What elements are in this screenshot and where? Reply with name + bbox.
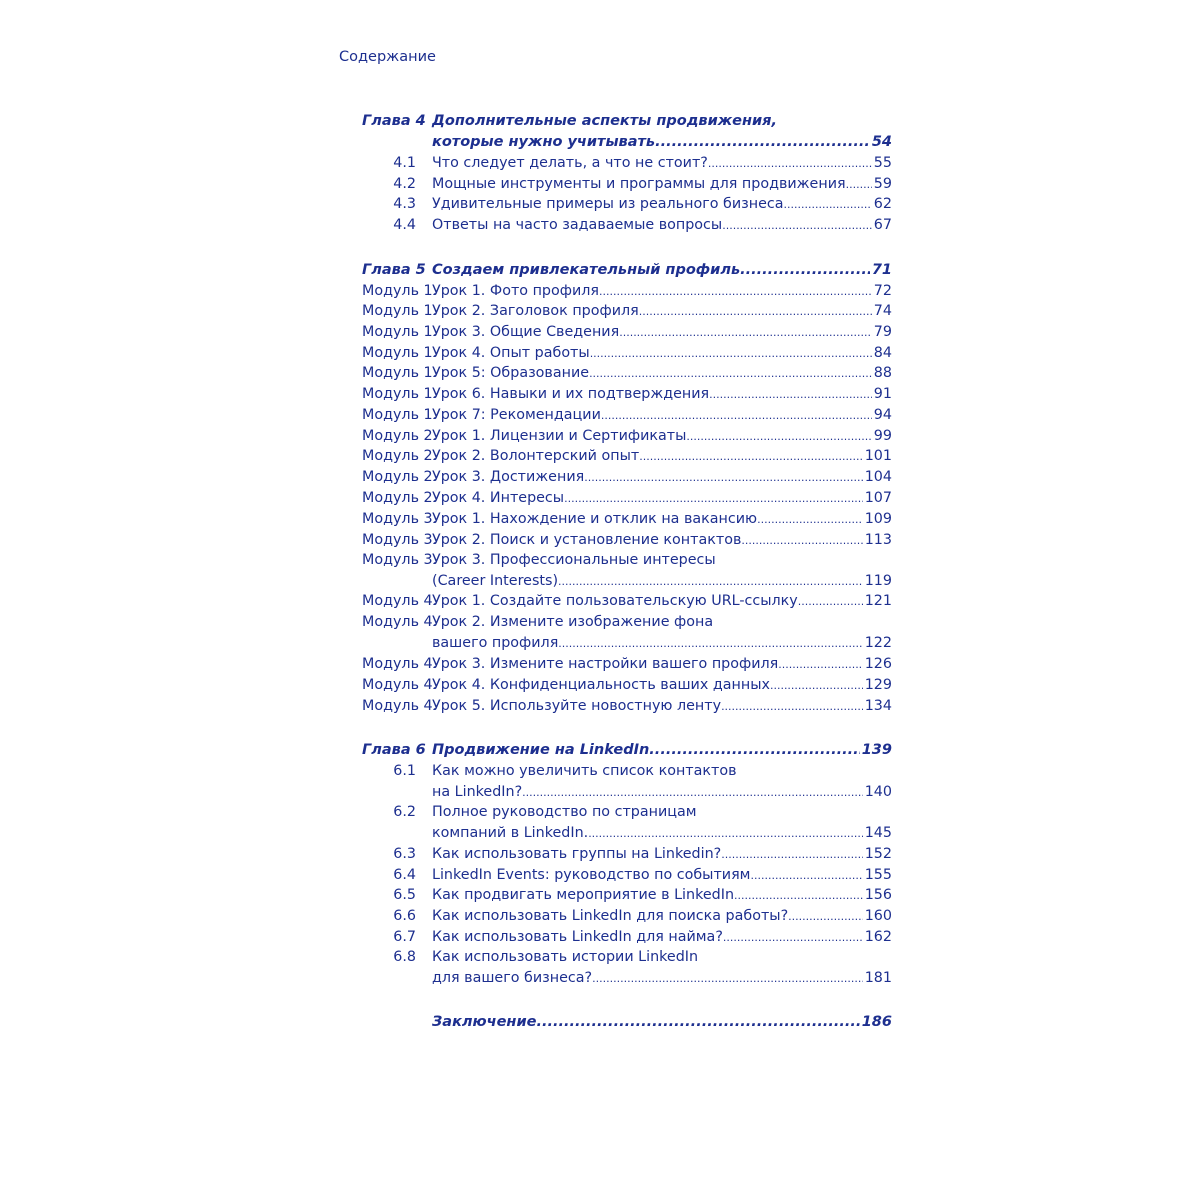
page-number: 109 <box>864 511 892 527</box>
leader-dots <box>639 446 862 467</box>
page-number: 129 <box>864 677 892 693</box>
section-number: 4.1 <box>393 155 416 171</box>
module-label: Модуль 3. <box>362 532 438 548</box>
module-label: Модуль 1. <box>362 386 438 402</box>
section-number: 4.4 <box>393 217 416 233</box>
toc-entry[interactable] <box>362 947 892 968</box>
chapter-5-heading[interactable] <box>362 260 892 281</box>
section-number: 4.3 <box>393 196 416 212</box>
toc-entry[interactable] <box>362 281 892 302</box>
leader-dots <box>592 968 863 989</box>
toc-entry[interactable] <box>362 446 892 467</box>
entry-title: Как использовать группы на Linkedin? <box>432 846 722 862</box>
toc-entry[interactable] <box>362 802 892 823</box>
entry-title: Как продвигать мероприятие в LinkedIn <box>432 887 735 903</box>
page-number: 140 <box>864 784 892 800</box>
toc-entry[interactable] <box>362 426 892 447</box>
entry-title: Урок 1. Создайте пользовательскую URL-ссылку <box>432 593 798 609</box>
toc-entry[interactable] <box>362 194 892 215</box>
leader-dots <box>584 467 862 488</box>
leader-dots <box>655 132 870 153</box>
page-number: 122 <box>864 635 892 651</box>
entry-title: Мощные инструменты и программы для продвижения <box>432 176 846 192</box>
chapter-title-cont: которые нужно учитывать <box>432 134 656 150</box>
page-number: 88 <box>873 365 892 381</box>
chapter-title: Продвижение на LinkedIn <box>432 742 650 758</box>
entry-title: Как использовать истории LinkedIn <box>432 949 699 965</box>
toc-entry[interactable] <box>362 612 892 633</box>
page-number: 119 <box>864 573 892 589</box>
entry-title: Как использовать LinkedIn для поиска работы? <box>432 908 789 924</box>
section-number: 6.3 <box>393 846 416 862</box>
page-number: 152 <box>864 846 892 862</box>
toc-entry[interactable] <box>362 530 892 551</box>
section-number: 6.6 <box>393 908 416 924</box>
module-label: Модуль 2. <box>362 490 438 506</box>
leader-dots <box>721 696 863 717</box>
page-number: 107 <box>864 490 892 506</box>
conclusion-heading[interactable] <box>362 1012 892 1033</box>
toc-entry[interactable] <box>362 844 892 865</box>
chapter-label: Глава 6 <box>362 742 426 758</box>
page-number: 62 <box>873 196 892 212</box>
entry-title: Урок 1. Нахождение и отклик на вакансию <box>432 511 758 527</box>
leader-dots <box>750 865 862 886</box>
leader-dots <box>558 571 863 592</box>
leader-dots <box>846 174 872 195</box>
leader-dots <box>709 384 872 405</box>
module-label: Модуль 4. <box>362 698 438 714</box>
toc-entry[interactable] <box>362 467 892 488</box>
toc-entry-cont[interactable] <box>362 571 892 592</box>
toc-entry[interactable] <box>362 343 892 364</box>
section-number: 6.4 <box>393 867 416 883</box>
entry-title: Урок 2. Поиск и установление контактов <box>432 532 742 548</box>
entry-title: Урок 5. Используйте новостную ленту <box>432 698 722 714</box>
toc-entry[interactable] <box>362 885 892 906</box>
entry-title: Полное руководство по страницам <box>432 804 697 820</box>
toc-entry[interactable] <box>362 488 892 509</box>
entry-title: Урок 3. Общие Сведения <box>432 324 620 340</box>
module-label: Модуль 1. <box>362 324 438 340</box>
page-number: 101 <box>864 448 892 464</box>
entry-title: Урок 1. Лицензии и Сертификаты <box>432 428 687 444</box>
entry-title: Что следует делать, а что не стоит? <box>432 155 708 171</box>
section-number: 6.1 <box>393 763 416 779</box>
leader-dots <box>599 281 872 302</box>
page-number: 99 <box>873 428 892 444</box>
toc-entry[interactable] <box>362 215 892 236</box>
entry-title: Урок 4. Интересы <box>432 490 565 506</box>
module-label: Модуль 1. <box>362 303 438 319</box>
page-number: 156 <box>864 887 892 903</box>
toc-entry[interactable] <box>362 384 892 405</box>
toc-entry[interactable] <box>362 591 892 612</box>
chapter-4-heading[interactable] <box>362 111 892 132</box>
chapter-6-heading[interactable] <box>362 740 892 761</box>
leader-dots <box>722 215 872 236</box>
module-label: Модуль 3. <box>362 511 438 527</box>
toc-entry[interactable] <box>362 550 892 571</box>
page-number: 162 <box>864 929 892 945</box>
leader-dots <box>558 633 862 654</box>
page-number: 155 <box>864 867 892 883</box>
page-number: 139 <box>861 742 892 758</box>
leader-dots <box>721 844 862 865</box>
page-number: 94 <box>873 407 892 423</box>
page-number: 59 <box>873 176 892 192</box>
leader-dots <box>588 823 863 844</box>
leader-dots <box>708 153 872 174</box>
leader-dots <box>619 322 872 343</box>
toc-entry[interactable] <box>362 153 892 174</box>
module-label: Модуль 4. <box>362 593 438 609</box>
toc-entry-cont[interactable] <box>362 782 892 803</box>
entry-title: Урок 7: Рекомендации <box>432 407 601 423</box>
page-number: 71 <box>871 262 892 278</box>
page-number: 84 <box>873 345 892 361</box>
leader-dots <box>522 782 863 803</box>
section-number: 6.8 <box>393 949 416 965</box>
entry-title: Урок 4. Конфиденциальность ваших данных <box>432 677 770 693</box>
page-number: 91 <box>873 386 892 402</box>
section-number: 4.2 <box>393 176 416 192</box>
entry-title: Удивительные примеры из реального бизнеса <box>432 196 784 212</box>
page-number: 79 <box>873 324 892 340</box>
page-number: 104 <box>864 469 892 485</box>
entry-title: Урок 3. Профессиональные интересы <box>432 552 716 568</box>
toc-entry[interactable] <box>362 865 892 886</box>
leader-dots <box>590 343 872 364</box>
leader-dots <box>723 927 863 948</box>
entry-title: Ответы на часто задаваемые вопросы <box>432 217 723 233</box>
entry-title: Урок 2. Волонтерский опыт <box>432 448 640 464</box>
leader-dots <box>757 509 863 530</box>
page-number: 181 <box>864 970 892 986</box>
entry-title: Как можно увеличить список контактов <box>432 763 737 779</box>
leader-dots <box>778 654 862 675</box>
entry-title: Урок 3. Измените настройки вашего профиля <box>432 656 779 672</box>
section-number: 6.5 <box>393 887 416 903</box>
entry-title: Урок 5: Образование <box>432 365 590 381</box>
leader-dots <box>783 194 871 215</box>
page-number: 54 <box>871 134 892 150</box>
entry-title: Урок 2. Измените изображение фона <box>432 614 714 630</box>
toc-entry[interactable] <box>362 654 892 675</box>
entry-title: Как использовать LinkedIn для найма? <box>432 929 723 945</box>
leader-dots <box>639 301 872 322</box>
running-header: Содержание <box>339 49 436 65</box>
leader-dots <box>788 906 863 927</box>
toc-entry-cont[interactable] <box>362 968 892 989</box>
module-label: Модуль 4. <box>362 656 438 672</box>
leader-dots <box>564 488 863 509</box>
toc-entry[interactable] <box>362 906 892 927</box>
toc-entry[interactable] <box>362 761 892 782</box>
page-number: 121 <box>864 593 892 609</box>
chapter-title: Дополнительные аспекты продвижения, <box>432 113 777 129</box>
entry-title-cont: вашего профиля <box>432 635 559 651</box>
page-number: 72 <box>873 283 892 299</box>
leader-dots <box>740 260 870 281</box>
module-label: Модуль 2. <box>362 428 438 444</box>
conclusion-title: Заключение <box>432 1014 537 1030</box>
entry-title: Урок 4. Опыт работы <box>432 345 590 361</box>
page-number: 113 <box>864 532 892 548</box>
chapter-title: Создаем привлекательный профиль <box>432 262 741 278</box>
leader-dots <box>770 675 863 696</box>
page-number: 145 <box>864 825 892 841</box>
leader-dots <box>798 591 863 612</box>
module-label: Модуль 4. <box>362 677 438 693</box>
toc-entry-cont[interactable] <box>362 633 892 654</box>
leader-dots <box>734 885 863 906</box>
entry-title-cont: компаний в LinkedIn. <box>432 825 589 841</box>
toc-entry-cont[interactable] <box>362 823 892 844</box>
toc-entry[interactable] <box>362 675 892 696</box>
leader-dots <box>601 405 872 426</box>
toc-entry[interactable] <box>362 696 892 717</box>
module-label: Модуль 2. <box>362 448 438 464</box>
toc-entry[interactable] <box>362 322 892 343</box>
section-number: 6.7 <box>393 929 416 945</box>
entry-title-cont: на LinkedIn? <box>432 784 523 800</box>
module-label: Модуль 1. <box>362 407 438 423</box>
module-label: Модуль 1. <box>362 365 438 381</box>
entry-title: Урок 6. Навыки и их подтверждения <box>432 386 710 402</box>
page-number: 186 <box>861 1014 892 1030</box>
page-number: 126 <box>864 656 892 672</box>
entry-title: Урок 3. Достижения <box>432 469 585 485</box>
module-label: Модуль 1. <box>362 283 438 299</box>
page-number: 55 <box>873 155 892 171</box>
entry-title: LinkedIn Events: руководство по событиям <box>432 867 751 883</box>
module-label: Модуль 2. <box>362 469 438 485</box>
leader-dots <box>741 530 862 551</box>
page-number: 134 <box>864 698 892 714</box>
entry-title-cont: для вашего бизнеса? <box>432 970 593 986</box>
toc-entry[interactable] <box>362 927 892 948</box>
chapter-label: Глава 4 <box>362 113 426 129</box>
toc-entry[interactable] <box>362 405 892 426</box>
module-label: Модуль 3. <box>362 552 438 568</box>
section-number: 6.2 <box>393 804 416 820</box>
module-label: Модуль 4. <box>362 614 438 630</box>
toc-entry[interactable] <box>362 509 892 530</box>
toc-entry[interactable] <box>362 174 892 195</box>
chapter-label: Глава 5 <box>362 262 426 278</box>
entry-title-cont: (Career Interests) <box>432 573 559 589</box>
leader-dots <box>536 1012 859 1033</box>
leader-dots <box>589 363 872 384</box>
entry-title: Урок 1. Фото профиля <box>432 283 599 299</box>
chapter-4-heading-cont[interactable] <box>362 132 892 153</box>
toc-entry[interactable] <box>362 301 892 322</box>
entry-title: Урок 2. Заголовок профиля <box>432 303 639 319</box>
page-number: 74 <box>873 303 892 319</box>
leader-dots <box>649 740 859 761</box>
module-label: Модуль 1. <box>362 345 438 361</box>
toc-entry[interactable] <box>362 363 892 384</box>
leader-dots <box>686 426 871 447</box>
page-number: 67 <box>873 217 892 233</box>
page-number: 160 <box>864 908 892 924</box>
